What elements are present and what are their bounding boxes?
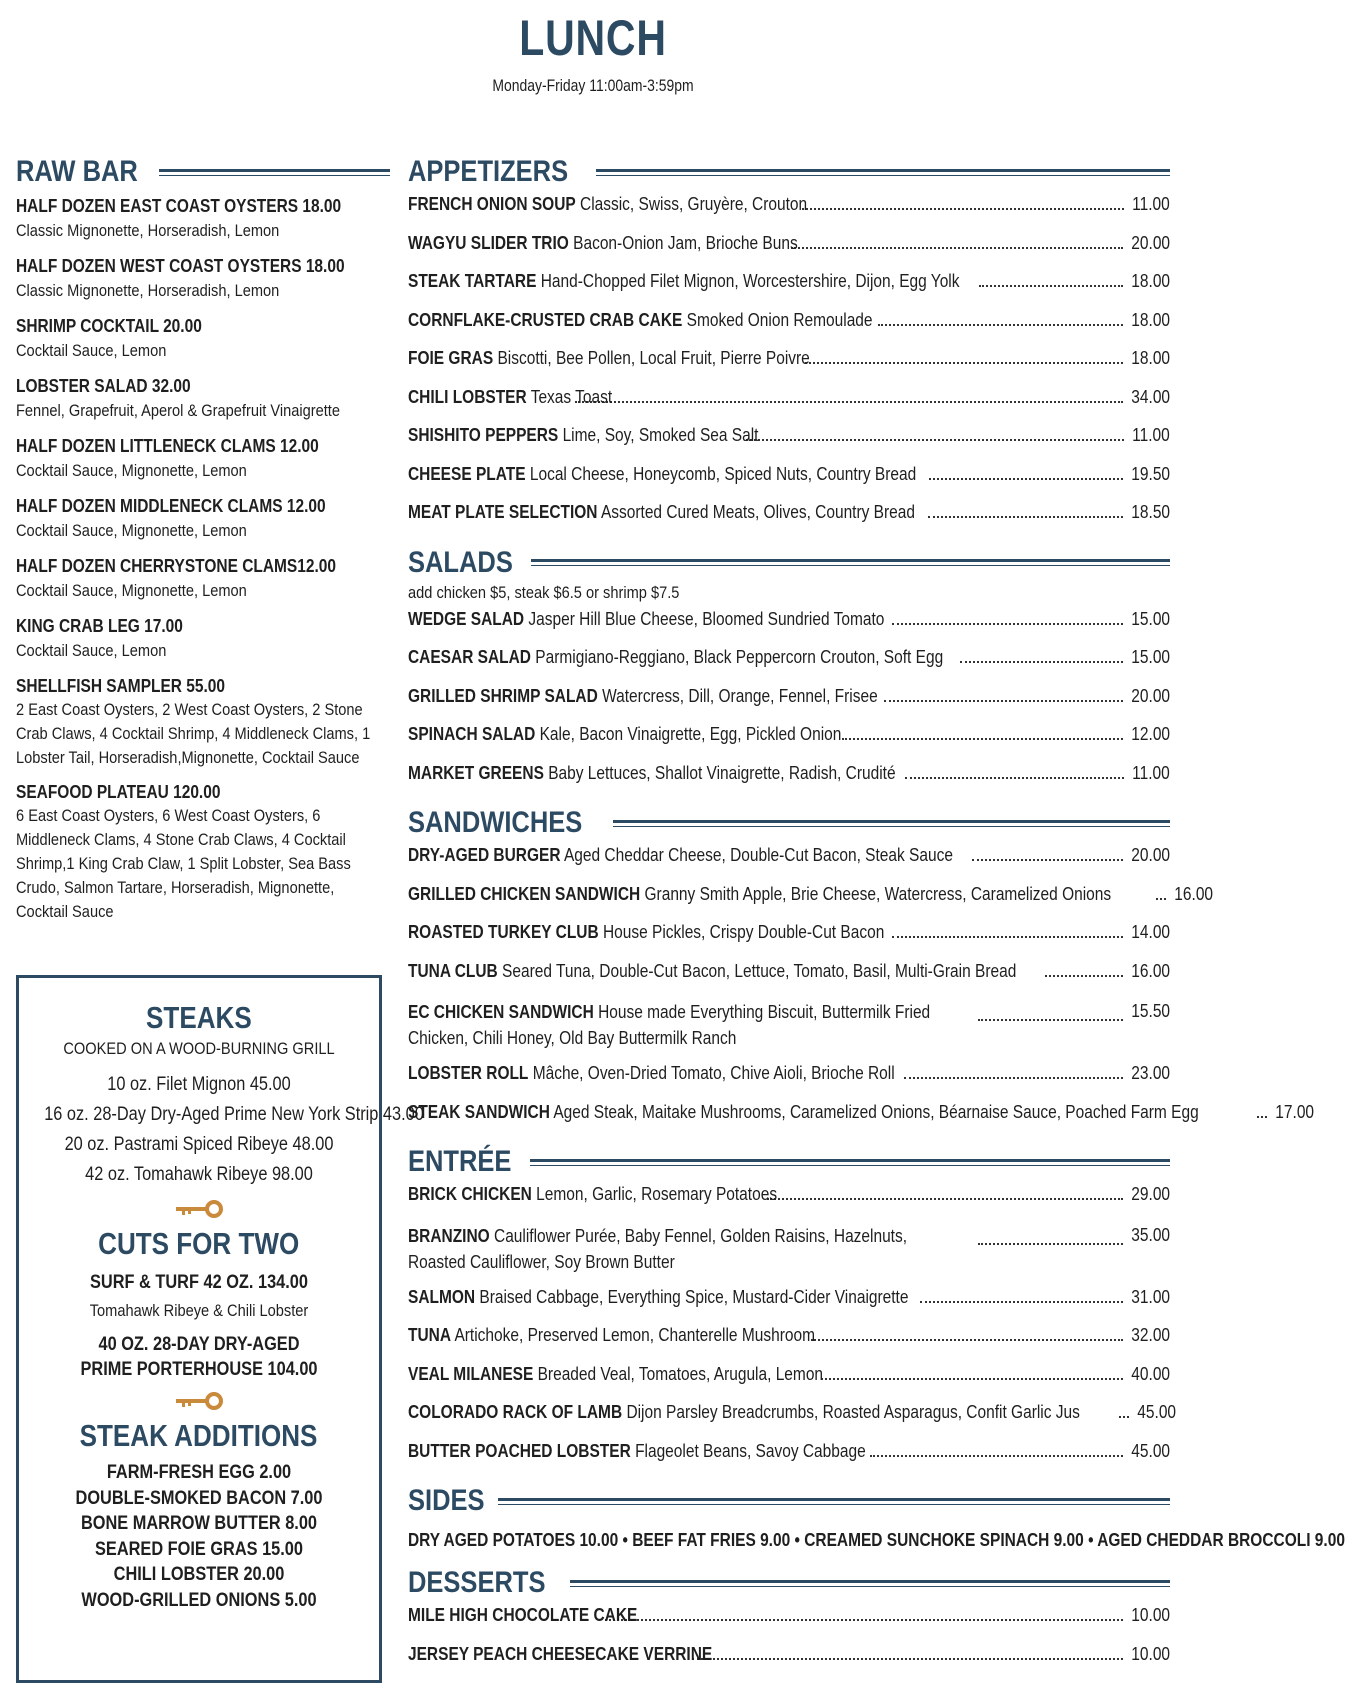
dot-leader — [928, 516, 1123, 518]
menu-header — [0, 8, 1186, 96]
section-rule — [613, 820, 1170, 827]
menu-item-price: 31.00 — [1131, 1286, 1170, 1307]
menu-item — [408, 961, 1170, 1000]
menu-item-name: ROASTED TURKEY CLUB — [408, 922, 599, 942]
steaks-title: STEAKS — [146, 1000, 252, 1035]
raw-bar-item-desc: Cocktail Sauce, Mignonette, Lemon — [16, 461, 247, 480]
hours-text: Monday-Friday 11:00am-3:59pm — [492, 76, 694, 95]
steak-item: 10 oz. Filet Mignon 45.00 — [107, 1074, 291, 1095]
section-title: SALADS — [408, 545, 513, 579]
salads-note: add chicken $5, steak $6.5 or shrimp $7.5 — [408, 582, 680, 602]
dot-leader — [1045, 975, 1123, 977]
appetizers-list — [408, 194, 1170, 541]
raw-bar-item-name: HALF DOZEN EAST COAST OYSTERS 18.00 — [16, 196, 342, 216]
menu-item-text — [408, 1223, 958, 1275]
raw-bar-item-desc: Classic Mignonette, Horseradish, Lemon — [16, 221, 280, 240]
menu-item — [408, 883, 1213, 923]
menu-item-text — [408, 425, 758, 446]
right-column — [408, 150, 1345, 1682]
menu-item-name: LOBSTER ROLL — [408, 1063, 529, 1083]
menu-item-name: BRANZINO — [408, 1225, 490, 1246]
dot-leader — [821, 1378, 1123, 1380]
menu-item — [408, 1644, 1170, 1683]
menu-item — [408, 194, 1170, 233]
menu-item-price: 11.00 — [1132, 425, 1170, 445]
menu-item — [408, 763, 1170, 802]
menu-item — [408, 999, 1170, 1063]
menu-item-name: VEAL MILANESE — [408, 1363, 534, 1384]
dot-leader — [878, 324, 1123, 326]
dot-leader — [884, 700, 1123, 702]
raw-bar-item-desc: Classic Mignonette, Horseradish, Lemon — [16, 281, 280, 300]
section-title: RAW BAR — [16, 155, 138, 188]
raw-bar-header — [16, 150, 390, 194]
menu-item-name: STEAK TARTARE — [408, 271, 537, 291]
raw-bar-item-desc: Fennel, Grapefruit, Aperol & Grapefruit Vinaigrette — [16, 401, 340, 420]
menu-item-price: 11.00 — [1132, 762, 1170, 783]
sandwiches-list — [408, 845, 1315, 1140]
menu-item — [408, 387, 1170, 426]
menu-item-price: 35.00 — [1131, 1224, 1170, 1245]
dot-leader — [905, 777, 1124, 779]
appetizers-header — [408, 150, 1170, 194]
menu-item — [408, 1223, 1170, 1287]
menu-item-price: 34.00 — [1131, 386, 1170, 407]
menu-item — [408, 845, 1170, 884]
menu-item-text — [408, 1287, 908, 1308]
steak-item: 16 oz. 28-Day Dry-Aged Prime New York Strip 43.00 — [44, 1104, 424, 1125]
menu-item-price: 45.00 — [1131, 1440, 1170, 1461]
menu-item — [408, 1063, 1170, 1102]
raw-bar-item-name: HALF DOZEN CHERRYSTONE CLAMS12.00 — [16, 556, 336, 576]
raw-bar-item — [16, 254, 390, 304]
menu-item-desc: Seared Tuna, Double-Cut Bacon, Lettuce, Tomato, Basil, Multi-Grain Bread — [502, 960, 1017, 981]
menu-item-name: STEAK SANDWICH — [408, 1101, 550, 1122]
menu-item-price: 45.00 — [1137, 1402, 1177, 1422]
dot-leader — [920, 1301, 1123, 1303]
menu-item-text — [408, 961, 1016, 982]
menu-item-name: TUNA — [408, 1325, 451, 1345]
cut-item-name: SURF & TURF 42 OZ. 134.00 — [90, 1272, 308, 1293]
menu-item-text — [408, 686, 878, 707]
menu-item-desc: Parmigiano-Reggiano, Black Peppercorn Crouton, Soft Egg — [535, 647, 944, 667]
raw-bar-item — [16, 434, 390, 484]
menu-item-name: DRY-AGED BURGER — [408, 845, 561, 865]
dot-leader — [605, 1619, 1123, 1621]
dot-leader — [842, 738, 1123, 740]
dot-leader — [575, 401, 1123, 403]
desserts-header — [408, 1561, 1170, 1605]
menu-item-name: FOIE GRAS — [408, 348, 494, 368]
section-rule — [530, 1159, 1170, 1166]
menu-item-text — [408, 884, 1111, 905]
menu-item — [408, 233, 1170, 272]
menu-item — [408, 271, 1170, 310]
raw-bar-item-desc: Cocktail Sauce, Mignonette, Lemon — [16, 581, 247, 600]
cut-item-desc: Tomahawk Ribeye & Chili Lobster — [89, 1301, 309, 1320]
menu-item-desc: Granny Smith Apple, Brie Cheese, Watercress, Caramelized Onions — [644, 883, 1112, 904]
menu-item-text — [408, 922, 884, 943]
dot-leader — [978, 1243, 1123, 1245]
raw-bar-item-desc: 2 East Coast Oysters, 2 West Coast Oysters, 2 Stone Crab Claws, 4 Cocktail Shrimp, 4 Middleneck Clams, 1 Lobster Tail, Horseradish,Mignonette, Cocktail Sauce — [16, 700, 371, 767]
raw-bar-item — [16, 780, 390, 924]
raw-bar-item-name: LOBSTER SALAD 32.00 — [16, 376, 191, 396]
menu-item-price: 15.50 — [1131, 1001, 1170, 1021]
menu-item-desc: Hand-Chopped Filet Mignon, Worcestershire, Dijon, Egg Yolk — [540, 271, 960, 291]
menu-item-name: BRICK CHICKEN — [408, 1184, 532, 1204]
dot-leader — [811, 1339, 1123, 1341]
dot-leader — [805, 362, 1123, 364]
raw-bar-item — [16, 314, 390, 364]
section-title: APPETIZERS — [408, 155, 569, 188]
menu-item-price: 15.00 — [1131, 608, 1170, 629]
entree-header — [408, 1140, 1170, 1184]
menu-item-desc: Dijon Parsley Breadcrumbs, Roasted Asparagus, Confit Garlic Jus — [626, 1402, 1080, 1422]
menu-item-text — [408, 724, 841, 745]
dot-leader — [972, 859, 1123, 861]
dot-leader — [960, 661, 1123, 663]
entree-list — [408, 1184, 1177, 1479]
steaks-subtitle: COOKED ON A WOOD-BURNING GRILL — [63, 1039, 335, 1058]
menu-item-name: MARKET GREENS — [408, 762, 544, 783]
menu-item-desc: Mâche, Oven-Dried Tomato, Chive Aioli, Brioche Roll — [532, 1063, 895, 1083]
menu-item-name: SPINACH SALAD — [408, 724, 536, 744]
menu-item-price: 11.00 — [1132, 194, 1170, 214]
menu-item — [408, 609, 1170, 648]
menu-item — [408, 1325, 1170, 1364]
menu-item-price: 18.00 — [1131, 348, 1170, 368]
salads-list — [408, 609, 1170, 802]
menu-item-text — [408, 999, 958, 1051]
menu-item-name: FRENCH ONION SOUP — [408, 194, 576, 214]
menu-item-text — [408, 1063, 895, 1084]
raw-bar-item-name: SHELLFISH SAMPLER 55.00 — [16, 676, 226, 696]
menu-item-price: 20.00 — [1131, 685, 1170, 706]
section-rule — [498, 1498, 1170, 1505]
menu-item — [408, 348, 1170, 387]
menu-item-name: BUTTER POACHED LOBSTER — [408, 1440, 631, 1461]
menu-item-price: 16.00 — [1131, 960, 1170, 981]
menu-item-price: 10.00 — [1131, 1643, 1170, 1664]
menu-item-text — [408, 1402, 1080, 1423]
dot-leader — [802, 208, 1124, 210]
menu-item-name: MEAT PLATE SELECTION — [408, 502, 598, 522]
menu-item-desc: Classic, Swiss, Gruyère, Crouton — [580, 194, 808, 214]
menu-item-name: WAGYU SLIDER TRIO — [408, 232, 569, 253]
menu-item-name: CHEESE PLATE — [408, 463, 526, 484]
dot-leader — [1119, 1416, 1129, 1418]
dot-leader — [929, 478, 1123, 480]
menu-item-name: CHILI LOBSTER — [408, 386, 527, 407]
menu-item-text — [408, 1102, 1199, 1123]
menu-item-desc: Local Cheese, Honeycomb, Spiced Nuts, Country Bread — [529, 463, 917, 484]
menu-item-name: COLORADO RACK OF LAMB — [408, 1402, 623, 1422]
menu-item-desc: Cauliflower Purée, Baby Fennel, Golden Raisins, Hazelnuts, Roasted Cauliflower, Soy Brown Butter — [408, 1225, 908, 1272]
menu-item-text — [408, 1644, 712, 1665]
menu-item — [408, 1364, 1170, 1403]
menu-item-text — [408, 310, 873, 331]
raw-bar-item-name: KING CRAB LEG 17.00 — [16, 616, 183, 636]
menu-item-price: 32.00 — [1131, 1325, 1170, 1345]
menu-item-desc: Kale, Bacon Vinaigrette, Egg, Pickled Onion — [539, 724, 842, 744]
menu-item — [408, 1605, 1170, 1644]
menu-item-price: 16.00 — [1173, 883, 1213, 904]
menu-item-name: GRILLED CHICKEN SANDWICH — [408, 883, 641, 904]
menu-item-desc: Lemon, Garlic, Rosemary Potatoes — [536, 1184, 778, 1204]
menu-item-desc: Aged Cheddar Cheese, Double-Cut Bacon, Steak Sauce — [563, 845, 953, 865]
menu-item — [408, 1287, 1170, 1326]
raw-bar-section — [16, 150, 390, 934]
section-rule — [596, 169, 1170, 176]
cut-item-name: PRIME PORTERHOUSE 104.00 — [80, 1359, 318, 1380]
menu-item — [408, 1402, 1177, 1441]
menu-item-price: 18.00 — [1131, 309, 1170, 330]
raw-bar-item-desc: Cocktail Sauce, Lemon — [16, 341, 167, 360]
section-rule — [570, 1580, 1170, 1587]
menu-item-desc: Baby Lettuces, Shallot Vinaigrette, Radish, Crudité — [548, 762, 896, 783]
menu-item-desc: Braised Cabbage, Everything Spice, Mustard-Cider Vinaigrette — [479, 1286, 909, 1307]
addition-item: CHILI LOBSTER 20.00 — [113, 1564, 285, 1585]
addition-item: SEARED FOIE GRAS 15.00 — [95, 1538, 303, 1560]
salads-header — [408, 541, 1170, 585]
section-title: DESSERTS — [408, 1566, 546, 1599]
dot-leader — [892, 936, 1123, 938]
menu-item — [408, 502, 1170, 541]
menu-item-name: JERSEY PEACH CHEESECAKE VERRINE — [408, 1643, 713, 1664]
menu-item-name: TUNA CLUB — [408, 960, 498, 981]
steak-additions-title: STEAK ADDITIONS — [80, 1418, 318, 1453]
menu-item-price: 14.00 — [1131, 922, 1170, 942]
menu-item-text — [408, 194, 807, 215]
menu-item-price: 10.00 — [1131, 1605, 1170, 1625]
menu-item-price: 20.00 — [1131, 845, 1170, 865]
menu-item-desc: Artichoke, Preserved Lemon, Chanterelle Mushroom — [454, 1325, 815, 1345]
addition-item: DOUBLE-SMOKED BACON 7.00 — [75, 1487, 323, 1509]
addition-item: WOOD-GRILLED ONIONS 5.00 — [81, 1589, 317, 1611]
cuts-for-two-title: CUTS FOR TWO — [98, 1226, 300, 1261]
dot-leader — [1257, 1116, 1267, 1118]
raw-bar-item — [16, 554, 390, 604]
page-title: LUNCH — [519, 10, 667, 66]
menu-item-name: MILE HIGH CHOCOLATE CAKE — [408, 1605, 638, 1625]
menu-item-text — [408, 1325, 815, 1346]
cut-item-name: 40 OZ. 28-DAY DRY-AGED — [98, 1334, 300, 1355]
menu-item — [408, 425, 1170, 464]
section-title: SANDWICHES — [408, 806, 583, 839]
menu-item — [408, 1184, 1170, 1223]
menu-item-text — [408, 647, 943, 668]
raw-bar-item — [16, 614, 390, 664]
menu-item-name: CORNFLAKE-CRUSTED CRAB CAKE — [408, 309, 683, 330]
menu-item-text — [408, 1184, 777, 1205]
section-rule — [531, 559, 1170, 566]
addition-item: BONE MARROW BUTTER 8.00 — [80, 1513, 318, 1534]
raw-bar-item-name: HALF DOZEN WEST COAST OYSTERS 18.00 — [16, 256, 345, 276]
raw-bar-list — [16, 194, 390, 924]
sandwiches-header — [408, 801, 1170, 845]
section-rule — [159, 169, 390, 176]
menu-item-name: WEDGE SALAD — [408, 608, 525, 629]
sides-list: DRY AGED POTATOES 10.00 • BEEF FAT FRIES 9.00 • CREAMED SUNCHOKE SPINACH 9.00 • AGED CHEDDAR BROCCOLI 9.00 — [408, 1530, 1345, 1550]
sides-header — [408, 1479, 1170, 1523]
dot-leader — [791, 247, 1123, 249]
menu-item-text — [408, 609, 884, 630]
raw-bar-item — [16, 494, 390, 544]
menu-item-price: 23.00 — [1131, 1063, 1170, 1083]
raw-bar-item-name: HALF DOZEN LITTLENECK CLAMS 12.00 — [16, 436, 319, 456]
menu-item-text — [408, 1364, 823, 1385]
raw-bar-item-name: SHRIMP COCKTAIL 20.00 — [16, 316, 202, 336]
menu-item-desc: Jasper Hill Blue Cheese, Bloomed Sundried Tomato — [528, 608, 885, 629]
menu-item-name: EC CHICKEN SANDWICH — [408, 1002, 594, 1022]
raw-bar-item — [16, 674, 390, 770]
menu-item — [408, 922, 1170, 961]
steaks-box — [16, 975, 424, 1683]
raw-bar-item-name: HALF DOZEN MIDDLENECK CLAMS 12.00 — [16, 496, 326, 516]
menu-item-desc: House Pickles, Crispy Double-Cut Bacon — [602, 922, 885, 942]
menu-item — [408, 686, 1170, 725]
key-icon — [174, 1390, 224, 1412]
menu-item-desc: Flageolet Beans, Savoy Cabbage — [635, 1440, 866, 1461]
raw-bar-item — [16, 374, 390, 424]
menu-item-price: 40.00 — [1131, 1363, 1170, 1384]
menu-item-text — [408, 387, 612, 408]
menu-item-desc: Lime, Soy, Smoked Sea Salt — [562, 425, 759, 445]
menu-item — [408, 464, 1170, 503]
menu-item-price: 19.50 — [1131, 463, 1170, 484]
dot-leader — [892, 623, 1123, 625]
menu-item-desc: Aged Steak, Maitake Mushrooms, Caramelized Onions, Béarnaise Sauce, Poached Farm Egg — [553, 1101, 1199, 1122]
menu-item-text — [408, 845, 953, 866]
menu-item-price: 15.00 — [1131, 647, 1170, 667]
menu-item — [408, 1101, 1315, 1141]
raw-bar-item — [16, 194, 390, 244]
steak-item: 42 oz. Tomahawk Ribeye 98.00 — [85, 1164, 313, 1185]
menu-item-text — [408, 1605, 637, 1626]
menu-item-desc: Bacon-Onion Jam, Brioche Buns — [573, 232, 798, 253]
raw-bar-item-desc: 6 East Coast Oysters, 6 West Coast Oysters, 6 Middleneck Clams, 4 Stone Crab Claws, 4 Cocktail Shrimp,1 King Crab Claw, 1 Split Lobster, Sea Bass Crudo, Salmon Tartare, Horseradish, Mignonette, Cocktail Sauce — [16, 806, 351, 921]
menu-item-text — [408, 271, 960, 292]
raw-bar-item-desc: Cocktail Sauce, Lemon — [16, 641, 167, 660]
menu-item-desc: Biscotti, Bee Pollen, Local Fruit, Pierre Poivre — [497, 348, 810, 368]
menu-item-desc: Watercress, Dill, Orange, Fennel, Frisee — [602, 685, 878, 706]
menu-item — [408, 1441, 1170, 1480]
section-title: ENTRÉE — [408, 1145, 512, 1178]
menu-item — [408, 724, 1170, 763]
section-title: SIDES — [408, 1484, 485, 1517]
menu-item-desc: Assorted Cured Meats, Olives, Country Bread — [600, 502, 915, 522]
menu-item-desc: House made Everything Biscuit, Buttermilk Fried Chicken, Chili Honey, Old Bay Buttermilk Ranch — [408, 1002, 931, 1048]
desserts-list — [408, 1605, 1170, 1682]
menu-item-text — [408, 348, 810, 369]
menu-item-price: 20.00 — [1131, 232, 1170, 253]
menu-item-price: 29.00 — [1131, 1184, 1170, 1204]
key-icon — [174, 1198, 224, 1220]
dot-leader — [904, 1077, 1123, 1079]
menu-item-name: GRILLED SHRIMP SALAD — [408, 685, 598, 706]
dot-leader — [1156, 898, 1166, 900]
menu-item-price: 18.00 — [1131, 271, 1170, 291]
menu-item-name: SALMON — [408, 1286, 476, 1307]
dot-leader — [979, 285, 1123, 287]
menu-item-desc: Texas Toast — [530, 386, 613, 407]
menu-item-text — [408, 763, 896, 784]
raw-bar-item-desc: Cocktail Sauce, Mignonette, Lemon — [16, 521, 247, 540]
menu-item-text — [408, 1441, 866, 1462]
dot-leader — [746, 439, 1125, 441]
menu-item-desc: Breaded Veal, Tomatoes, Arugula, Lemon — [537, 1363, 824, 1384]
menu-item — [408, 310, 1170, 349]
dot-leader — [978, 1019, 1123, 1021]
steak-item: 20 oz. Pastrami Spiced Ribeye 48.00 — [64, 1134, 334, 1155]
menu-item-price: 17.00 — [1275, 1101, 1315, 1122]
raw-bar-item-name: SEAFOOD PLATEAU 120.00 — [16, 782, 221, 802]
menu-item-name: SHISHITO PEPPERS — [408, 425, 559, 445]
menu-item-name: CAESAR SALAD — [408, 647, 531, 667]
menu-item-text — [408, 464, 916, 485]
menu-item-price: 12.00 — [1131, 724, 1170, 744]
menu-item-desc: Smoked Onion Remoulade — [686, 309, 873, 330]
addition-item: FARM-FRESH EGG 2.00 — [106, 1462, 292, 1483]
menu-item-text — [408, 233, 798, 254]
menu-item-text — [408, 502, 915, 523]
menu-item — [408, 647, 1170, 686]
dot-leader — [767, 1198, 1123, 1200]
dot-leader — [692, 1658, 1123, 1660]
menu-item-price: 18.50 — [1131, 502, 1170, 522]
dot-leader — [870, 1455, 1123, 1457]
